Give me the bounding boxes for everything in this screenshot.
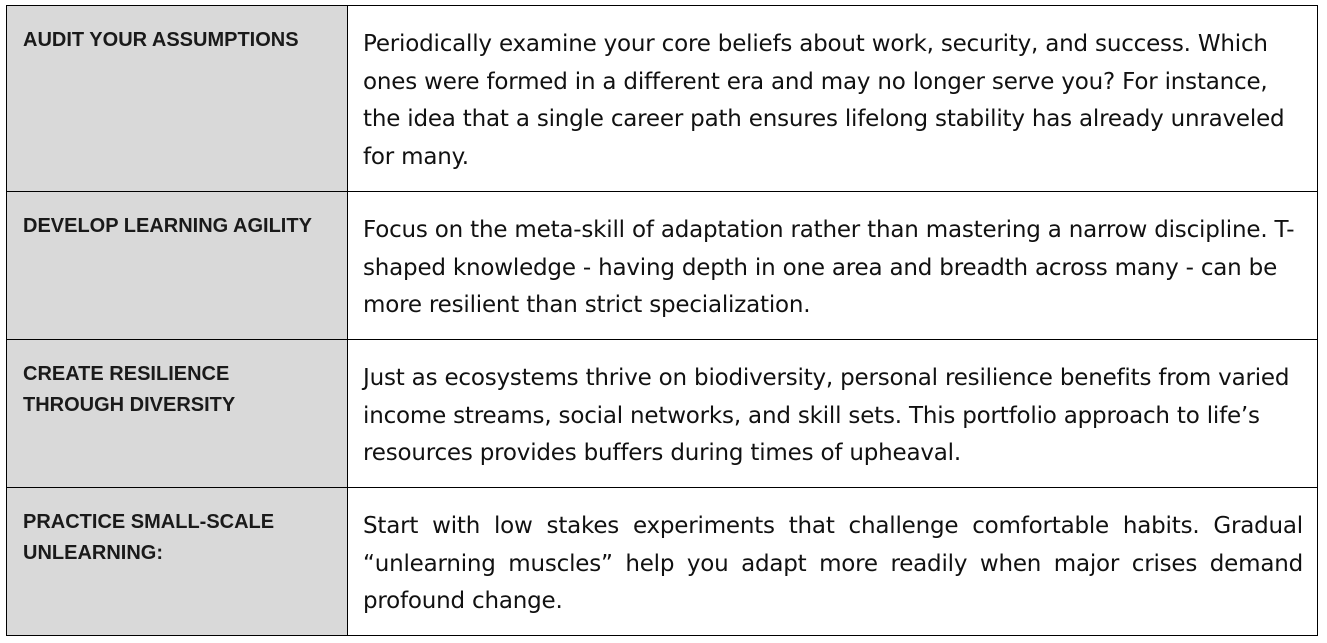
row-label: PRACTICE SMALL-SCALE UNLEARNING: <box>23 511 275 564</box>
row-label-cell <box>7 488 348 636</box>
table-row <box>7 6 1318 192</box>
row-text-cell <box>348 488 1318 636</box>
row-text: Periodically examine your core beliefs about work, security, and success. Which ones were formed in a different era and may no longer serve you? For instance, the idea that a single career path ensures lifelong stability has already unraveled for many. <box>363 31 1285 170</box>
row-label: AUDIT YOUR ASSUMPTIONS <box>23 29 299 51</box>
row-text: Start with low stakes experiments that challenge comfortable habits. Gradual “unlearning muscles” help you adapt more readily when major crises demand profound change. <box>363 513 1303 614</box>
row-text-cell <box>348 192 1318 340</box>
table-row <box>7 340 1318 488</box>
row-text: Just as ecosystems thrive on biodiversity, personal resilience benefits from varied income streams, social networks, and skill sets. This portfolio approach to life’s resources provides buffers during times of upheaval. <box>363 365 1290 466</box>
row-label: DEVELOP LEARNING AGILITY <box>23 215 312 237</box>
row-label-cell <box>7 192 348 340</box>
row-text-cell <box>348 6 1318 192</box>
row-text: Focus on the meta-skill of adaptation rather than mastering a narrow discipline. T-shaped knowledge - having depth in one area and breadth across many - can be more resilient than strict specialization. <box>363 217 1295 318</box>
row-text-cell <box>348 340 1318 488</box>
table-row <box>7 192 1318 340</box>
table-row <box>7 488 1318 636</box>
row-label-cell <box>7 340 348 488</box>
row-label-cell <box>7 6 348 192</box>
row-label: CREATE RESILIENCE THROUGH DIVERSITY <box>23 363 236 416</box>
strategies-table <box>6 5 1318 636</box>
